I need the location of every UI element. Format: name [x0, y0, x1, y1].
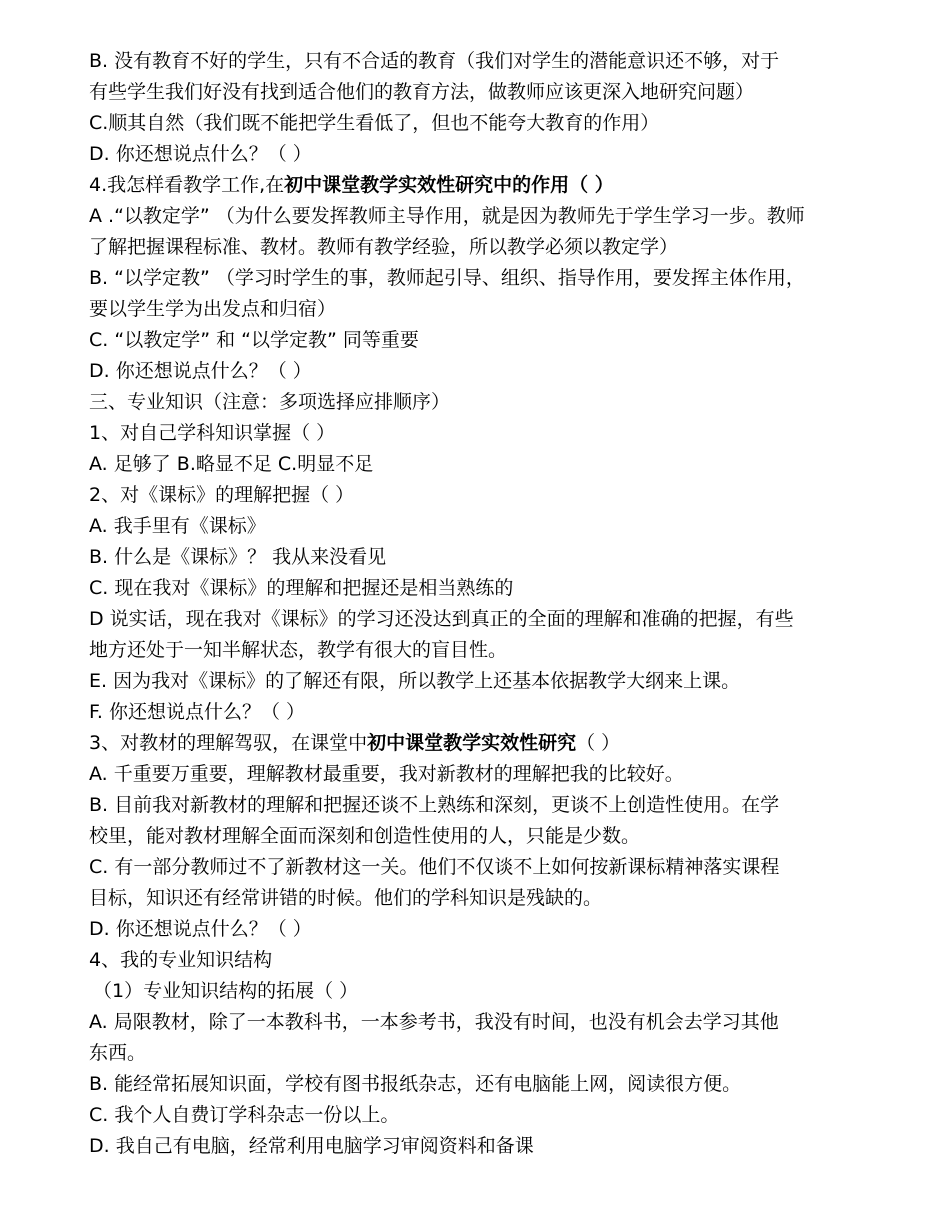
text-line: A. 足够了 B.略显不足 C.明显不足 — [89, 453, 374, 475]
text-line: 了解把握课程标准、教材。教师有教学经验，所以教学必须以教定学） — [89, 236, 679, 258]
text-line: A. 千重要万重要，理解教材最重要，我对新教材的理解把我的比较好。 — [89, 763, 684, 785]
text-line — [89, 170, 919, 201]
text-line: 校里，能对教材理解全面而深刻和创造性使用的人，只能是少数。 — [89, 825, 641, 847]
text-line: 地方还处于一知半解状态，教学有很大的盲目性。 — [89, 639, 508, 661]
text-line: 三、专业知识（注意：多项选择应排顺序） — [89, 391, 451, 413]
text-line: F. 你还想说点什么？（ ） — [89, 701, 305, 723]
text-line: C. “以教定学” 和 “以学定教” 同等重要 — [89, 329, 419, 351]
line-text: （ ） — [576, 732, 621, 754]
text-line: 1、对自己学科知识掌握（ ） — [89, 422, 336, 444]
text-line: D 说实话，现在我对《课标》的学习还没达到真正的全面的理解和准确的把握，有些 — [89, 608, 794, 630]
text-line: E. 因为我对《课标》的了解还有限，所以教学上还基本依据教学大纲来上课。 — [89, 670, 741, 692]
text-line: D. 我自己有电脑，经常利用电脑学习审阅资料和备课 — [89, 1135, 534, 1157]
text-line: D. 你还想说点什么？（ ） — [89, 143, 312, 165]
line-bold-text: 初中课堂教学实效性研究中的作用（ ） — [284, 174, 614, 196]
line-bold-text: 初中课堂教学实效性研究 — [367, 732, 577, 754]
text-line: 目标，知识还有经常讲错的时候。他们的学科知识是残缺的。 — [89, 887, 603, 909]
text-line: D. 你还想说点什么？（ ） — [89, 918, 312, 940]
text-line — [89, 728, 919, 759]
text-line: B. 目前我对新教材的理解和把握还谈不上熟练和深刻，更谈不上创造性使用。在学 — [89, 794, 780, 816]
text-line: 2、对《课标》的理解把握（ ） — [89, 484, 355, 506]
text-line: B. 什么是《课标》？ 我从来没看见 — [89, 546, 387, 568]
text-line: D. 你还想说点什么？（ ） — [89, 360, 312, 382]
text-line: 有些学生我们好没有找到适合他们的教育方法，做教师应该更深入地研究问题） — [89, 81, 755, 103]
text-line: B. 能经常拓展知识面，学校有图书报纸杂志，还有电脑能上网，阅读很方便。 — [89, 1073, 742, 1095]
text-line: C. 我个人自费订学科杂志一份以上。 — [89, 1104, 400, 1126]
document-page — [89, 46, 919, 1162]
text-line: C. 有一部分教师过不了新教材这一关。他们不仅谈不上如何按新课标精神落实课程 — [89, 856, 780, 878]
line-text: 3、对教材的理解驾驭，在课堂中 — [89, 732, 368, 754]
text-line: C.顺其自然（我们既不能把学生看低了，但也不能夸大教育的作用） — [89, 112, 660, 134]
line-text: 4.我怎样看教学工作,在 — [89, 174, 285, 196]
text-line: B. 没有教育不好的学生，只有不合适的教育（我们对学生的潜能意识还不够，对于 — [89, 50, 780, 72]
text-line: （1）专业知识结构的拓展（ ） — [93, 980, 359, 1002]
text-line: 要以学生学为出发点和归宿） — [89, 298, 337, 320]
text-line: A .“以教定学” （为什么要发挥教师主导作用，就是因为教师先于学生学习一步。教师 — [89, 205, 805, 227]
text-line: 4、我的专业知识结构 — [89, 949, 273, 971]
text-line: A. 局限教材，除了一本教科书，一本参考书，我没有时间，也没有机会去学习其他 — [89, 1011, 779, 1033]
text-line: A. 我手里有《课标》 — [89, 515, 266, 537]
text-line: C. 现在我对《课标》的理解和把握还是相当熟练的 — [89, 577, 514, 599]
text-line: 东西。 — [89, 1042, 147, 1064]
text-line: B. “以学定教” （学习时学生的事，教师起引导、组织、指导作用，要发挥主体作用， — [89, 267, 805, 289]
